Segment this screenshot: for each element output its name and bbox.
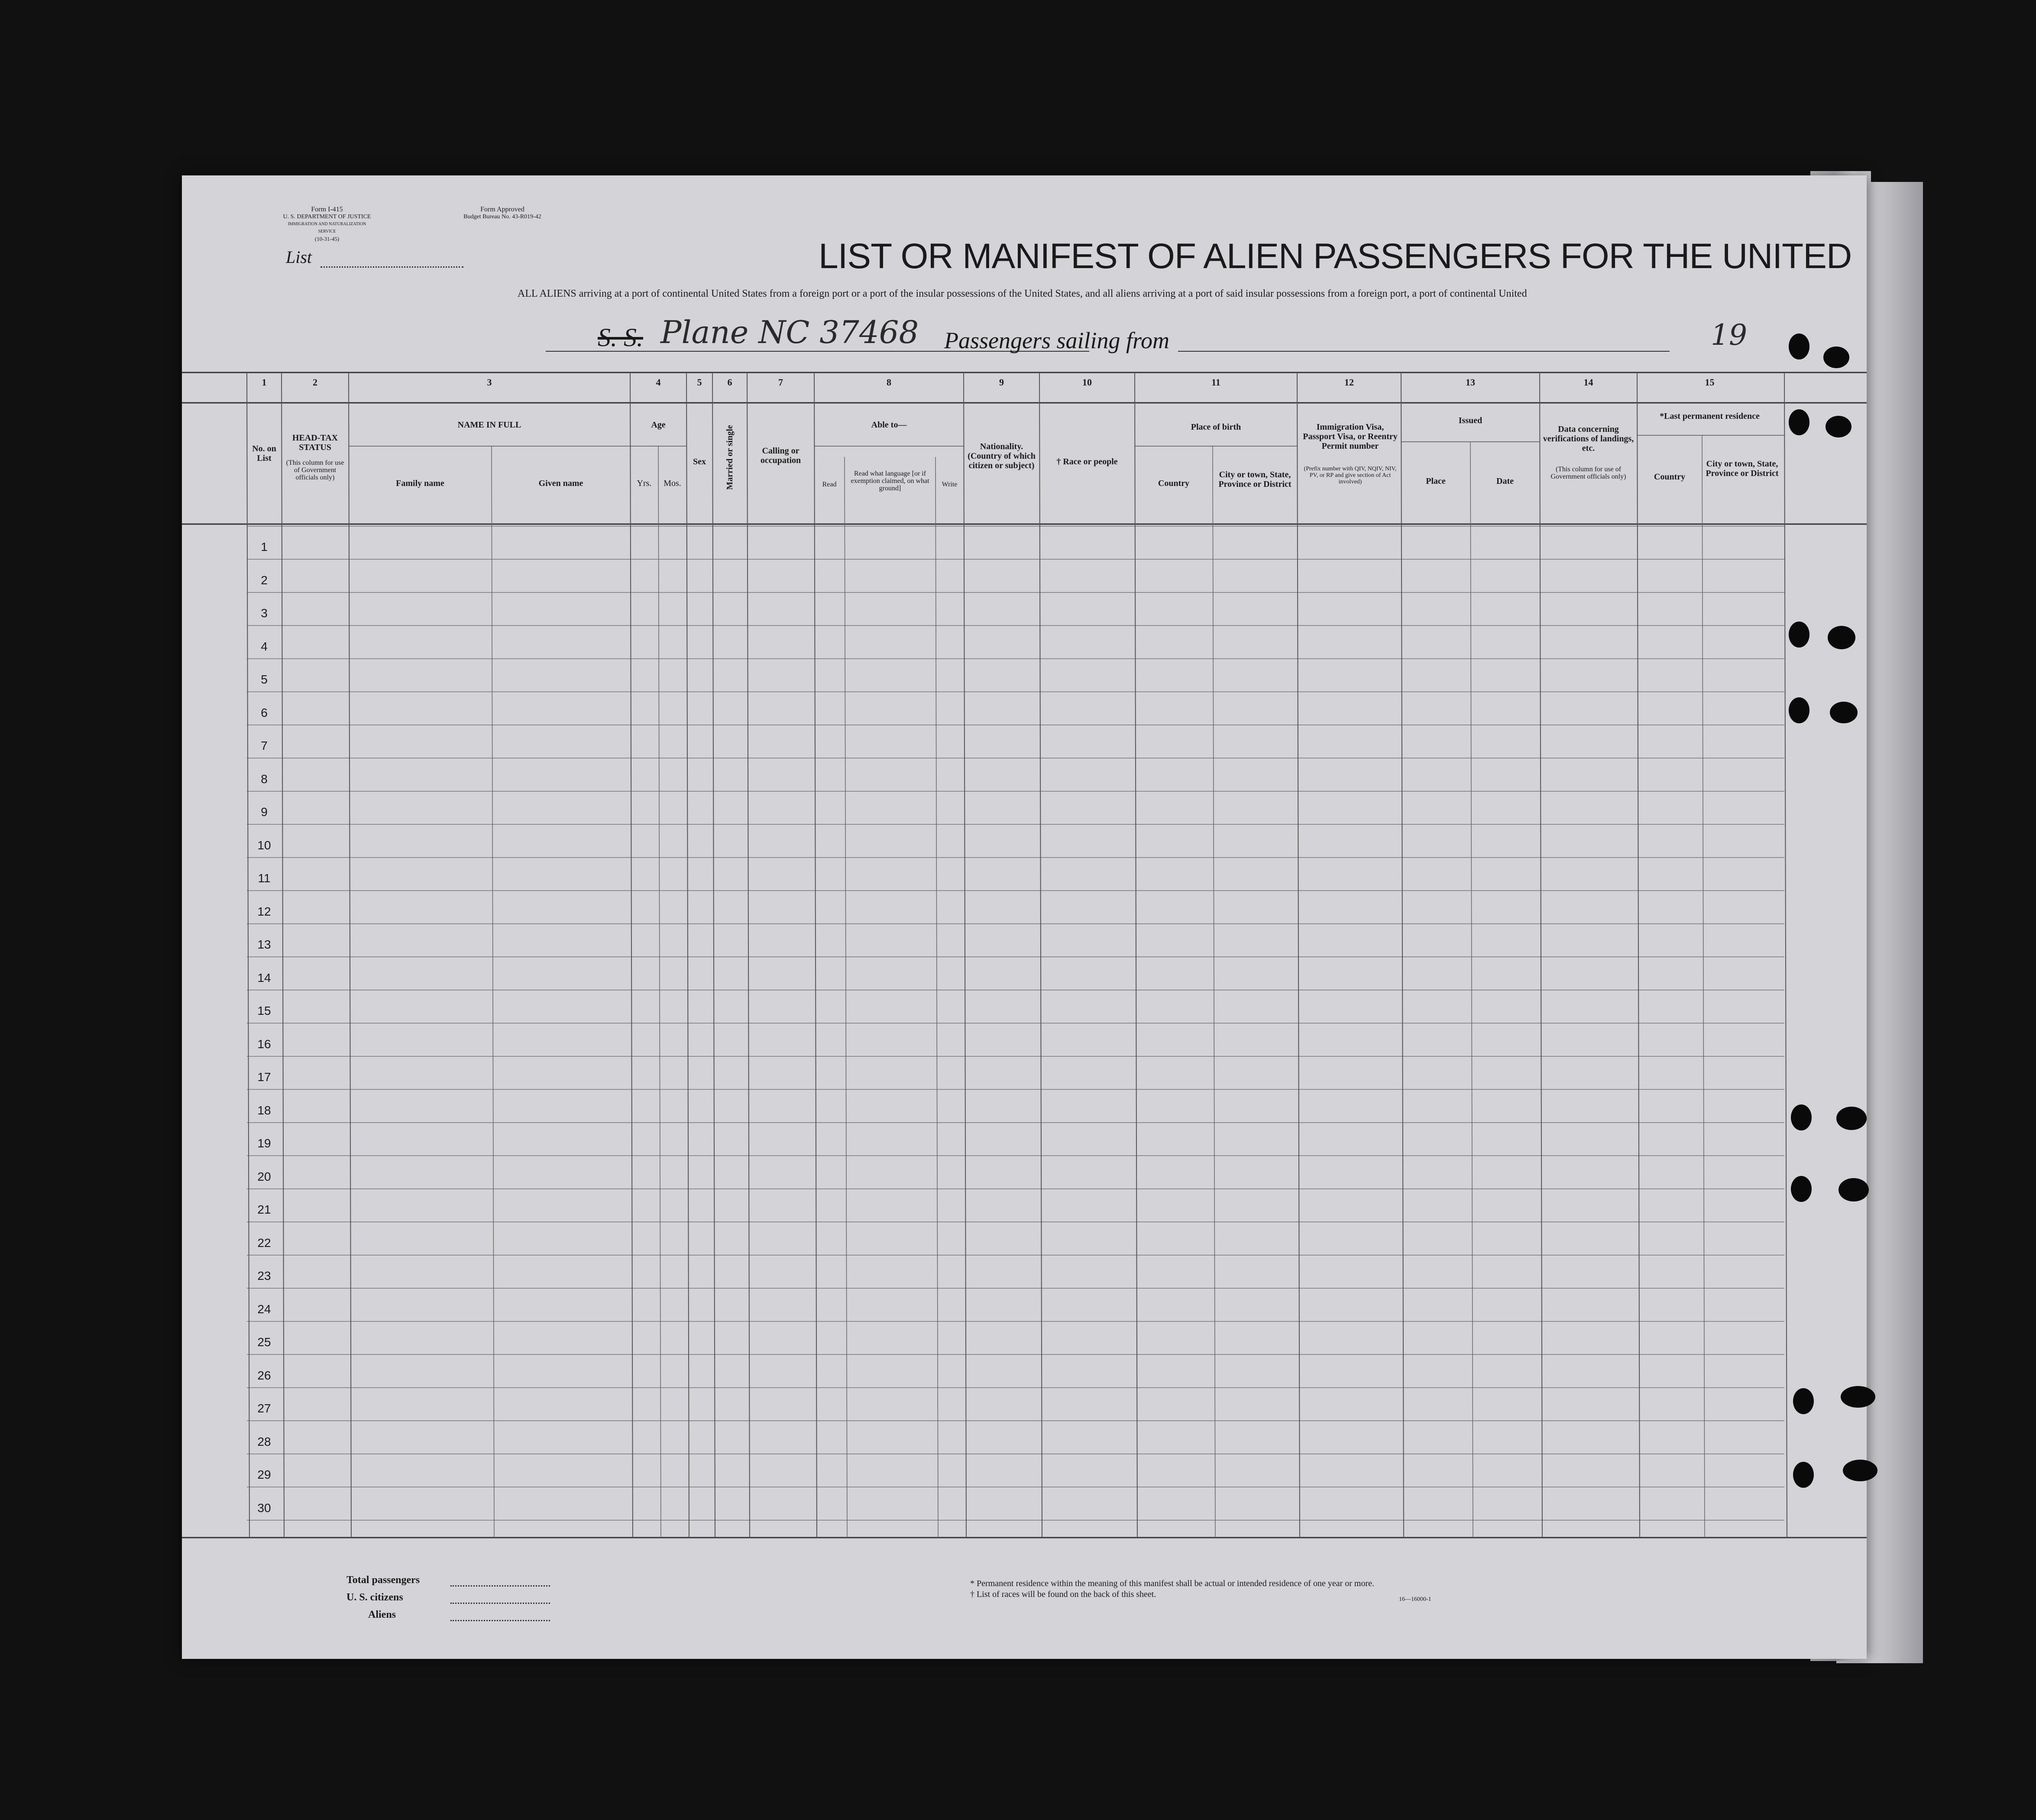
column-rule (964, 372, 966, 1538)
column-rule (1401, 372, 1404, 1538)
row-number: 10 (257, 838, 271, 852)
total-passengers-label: Total passengers (346, 1574, 420, 1586)
column-rule (630, 372, 633, 1538)
form-subtitle: ALL ALIENS arriving at a port of continental United States from a foreign port or a port of the insular possessions of the United States, and all aliens arriving at a port of said insular possessions from a foreign port, a port of continental United (518, 288, 1527, 299)
visa-note: (Prefix number with QIV, NQIV, NIV, PV, or RP and give section of Act involved) (1304, 466, 1397, 485)
data-concerning-header: Data concerning verifications of landings, etc. (1543, 424, 1634, 453)
col-num-14: 14 (1583, 377, 1593, 388)
row-number: 11 (258, 871, 271, 885)
row-number: 14 (257, 971, 271, 984)
column-rule (247, 372, 249, 1538)
row-number: 3 (261, 606, 268, 620)
row-number: 21 (257, 1203, 271, 1216)
row-number: 2 (261, 573, 268, 587)
totals-block (346, 1574, 420, 1626)
column-rule (282, 372, 284, 1538)
row-number: 18 (257, 1103, 271, 1117)
race-header: † Race or people (1056, 457, 1118, 466)
place-of-birth-header: Place of birth (1191, 422, 1241, 432)
col-num-3: 3 (487, 377, 492, 388)
name-in-full-header: NAME IN FULL (457, 420, 521, 430)
aliens-blank (450, 1620, 550, 1621)
row-number: 22 (257, 1236, 271, 1250)
subcolumn-rule (935, 457, 938, 1538)
sailing-from-label: Passengers sailing from (944, 327, 1170, 353)
row-number: 7 (261, 739, 268, 752)
issued-date-header: Date (1496, 476, 1514, 486)
row-number: 9 (261, 805, 268, 819)
data-concerning-note: (This column for use of Government officials only) (1550, 466, 1626, 480)
column-rule (1637, 372, 1640, 1538)
col-num-10: 10 (1082, 377, 1092, 388)
visa-header: Immigration Visa, Passport Visa, or Reentry Permit number (1303, 422, 1398, 451)
column-rule (712, 372, 715, 1538)
mos-header: Mos. (664, 479, 681, 488)
service: IMMIGRATION AND NATURALIZATION SERVICE (288, 222, 366, 234)
col-num-8: 8 (887, 377, 891, 388)
subcolumn-rule (658, 446, 661, 1538)
birth-city-header: City or town, State, Province or District (1218, 470, 1292, 489)
yrs-header: Yrs. (637, 479, 652, 488)
given-name-header: Given name (538, 479, 583, 488)
row-number: 25 (257, 1335, 271, 1349)
col-num-7: 7 (778, 377, 783, 388)
us-citizens-blank (450, 1603, 550, 1604)
row-number: 30 (257, 1501, 271, 1515)
row-number: 8 (261, 772, 268, 786)
form-date: (10-31-45) (314, 236, 340, 242)
print-code: 16—16000-1 (1399, 1596, 1431, 1603)
residence-country-header: Country (1654, 472, 1686, 482)
read-language-header: Read what language [or if exemption claimed, on what ground] (851, 470, 929, 492)
manifest-grid (182, 175, 1867, 1659)
row-number: 20 (257, 1169, 271, 1183)
printed-prefix: S. S. (598, 323, 643, 352)
row-number: 27 (257, 1402, 271, 1415)
manifest-sheet (182, 175, 1867, 1659)
total-passengers-blank (450, 1585, 550, 1587)
row-number: 16 (257, 1037, 271, 1051)
department: U. S. DEPARTMENT OF JUSTICE (283, 214, 371, 220)
subcolumn-rule (845, 457, 847, 1538)
column-rule (1039, 372, 1042, 1538)
us-citizens-label: U. S. citizens (346, 1592, 403, 1603)
aliens-label: Aliens (368, 1609, 396, 1620)
col-num-5: 5 (697, 377, 702, 388)
read-header: Read (822, 481, 837, 488)
list-label: List (286, 247, 312, 267)
family-name-header: Family name (396, 479, 444, 488)
column-rule (1784, 372, 1787, 1538)
footnote-residence: * Permanent residence within the meaning of this manifest shall be actual or intended residence of one year or more. (970, 1579, 1375, 1588)
col-num-12: 12 (1344, 377, 1354, 388)
col-num-13: 13 (1466, 377, 1475, 388)
col-num-15: 15 (1705, 377, 1715, 388)
issued-header: Issued (1458, 416, 1482, 425)
row-number: 4 (261, 639, 268, 653)
row-number: 17 (257, 1070, 271, 1084)
calling-header: Calling or occupation (760, 446, 801, 465)
nationality-header: Nationality. (Country of which citizen or subject) (968, 442, 1036, 470)
row-number: 13 (257, 938, 271, 951)
sex-header: Sex (693, 457, 706, 466)
subcolumn-rule (1213, 446, 1215, 1538)
issued-place-header: Place (1426, 476, 1446, 486)
col-num-6: 6 (727, 377, 732, 388)
birth-country-header: Country (1158, 479, 1190, 488)
subcolumn-rule (1702, 435, 1705, 1538)
column-rule (814, 372, 817, 1538)
row-number: 29 (257, 1468, 271, 1481)
able-to-header: Able to— (871, 420, 907, 430)
column-rule (747, 372, 750, 1538)
budget-number: Budget Bureau No. 43-R019-42 (463, 214, 541, 220)
married-header: Married or single (725, 425, 735, 490)
row-number: 15 (257, 1004, 271, 1017)
head-tax-note: (This column for use of Government officials only) (286, 459, 344, 481)
row-number: 26 (257, 1368, 271, 1382)
column-rule (349, 372, 351, 1538)
row-number: 28 (257, 1435, 271, 1448)
column-rule (1540, 372, 1542, 1538)
col-num-4: 4 (656, 377, 661, 388)
col-num-1: 1 (262, 377, 267, 388)
no-on-list-header: No. on List (252, 444, 276, 463)
column-rule (1135, 372, 1137, 1538)
residence-city-header: City or town, State, Province or District (1706, 459, 1779, 478)
head-tax-header: HEAD-TAX STATUS (292, 433, 338, 452)
column-rule (686, 372, 689, 1538)
year-prefix: 19 (1711, 318, 1747, 352)
row-number: 23 (257, 1269, 271, 1282)
form-title: LIST OR MANIFEST OF ALIEN PASSENGERS FOR THE UNITED (819, 236, 1852, 276)
row-number: 1 (261, 540, 268, 554)
row-number: 12 (257, 904, 271, 918)
footnote-races: † List of races will be found on the back of this sheet. (970, 1590, 1156, 1599)
col-num-11: 11 (1211, 377, 1220, 388)
row-number: 24 (257, 1302, 271, 1316)
row-number: 5 (261, 673, 268, 686)
col-num-2: 2 (313, 377, 317, 388)
write-header: Write (942, 481, 958, 488)
column-rule (1297, 372, 1300, 1538)
row-number: 6 (261, 706, 268, 719)
vessel-name: Plane NC 37468 (660, 314, 919, 350)
col-num-9: 9 (999, 377, 1004, 388)
age-header: Age (651, 420, 666, 430)
form-number: Form I-415 (311, 206, 343, 213)
row-number: 19 (257, 1137, 271, 1150)
last-residence-header: *Last permanent residence (1660, 411, 1760, 421)
subcolumn-rule (492, 446, 494, 1538)
form-approved: Form Approved (480, 206, 524, 213)
